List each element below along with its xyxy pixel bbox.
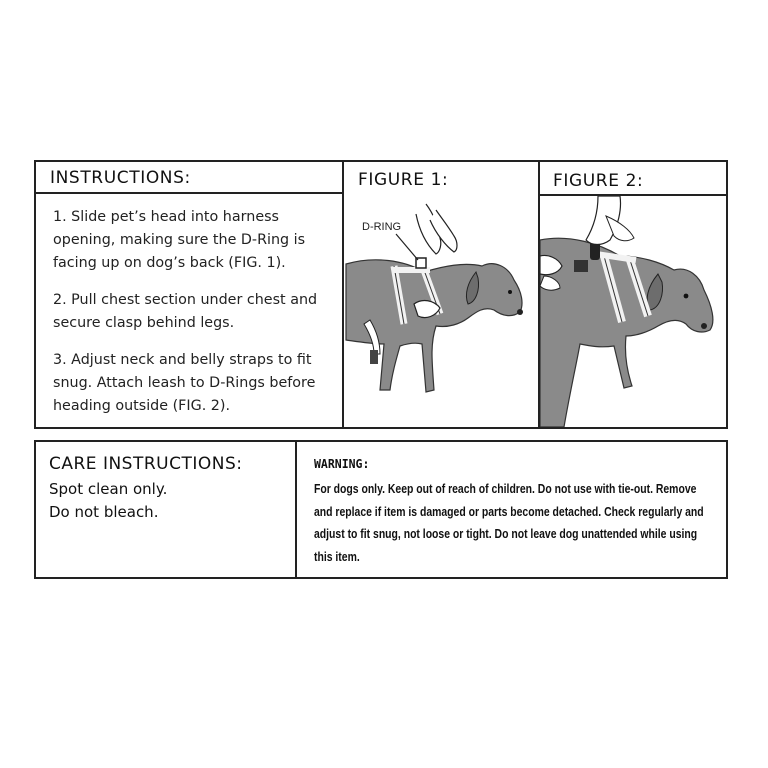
instruction-step-3: 3. Adjust neck and belly straps to fit snug. Attach leash to D-Rings before heading outside (FIG. 2). — [53, 352, 316, 414]
d-ring-callout: D-RING — [362, 221, 402, 233]
warning-title: WARNING: — [314, 456, 370, 471]
instruction-step-1: 1. Slide pet’s head into harness opening, making sure the D-Ring is facing up on dog’s back (FIG. 1). — [53, 209, 306, 271]
figure1-illustration — [344, 194, 538, 427]
figure2-title: FIGURE 2: — [553, 171, 644, 191]
warning-text: For dogs only. Keep out of reach of children. Do not use with tie-out. Remove and replace if item is damaged or parts become detached. Check regularly and adjust to fit snug, not loose or tight. Do not leave dog unattended while using this item. — [314, 481, 704, 564]
care-line-1: Spot clean only. — [49, 480, 168, 498]
care-instructions-title: CARE INSTRUCTIONS: — [49, 454, 243, 474]
instruction-step-2: 2. Pull chest section under chest and secure clasp behind legs. — [53, 292, 318, 331]
figure2-illustration — [540, 196, 726, 427]
instructions-header-rule — [36, 192, 342, 194]
dog-body-fig2 — [540, 238, 713, 427]
figure1-title: FIGURE 1: — [358, 170, 449, 190]
instructions-panel — [34, 160, 728, 429]
care-line-2: Do not bleach. — [49, 503, 159, 521]
instructions-title: INSTRUCTIONS: — [50, 168, 191, 188]
care-warning-panel — [34, 440, 728, 579]
divider-care-warning — [295, 442, 297, 577]
